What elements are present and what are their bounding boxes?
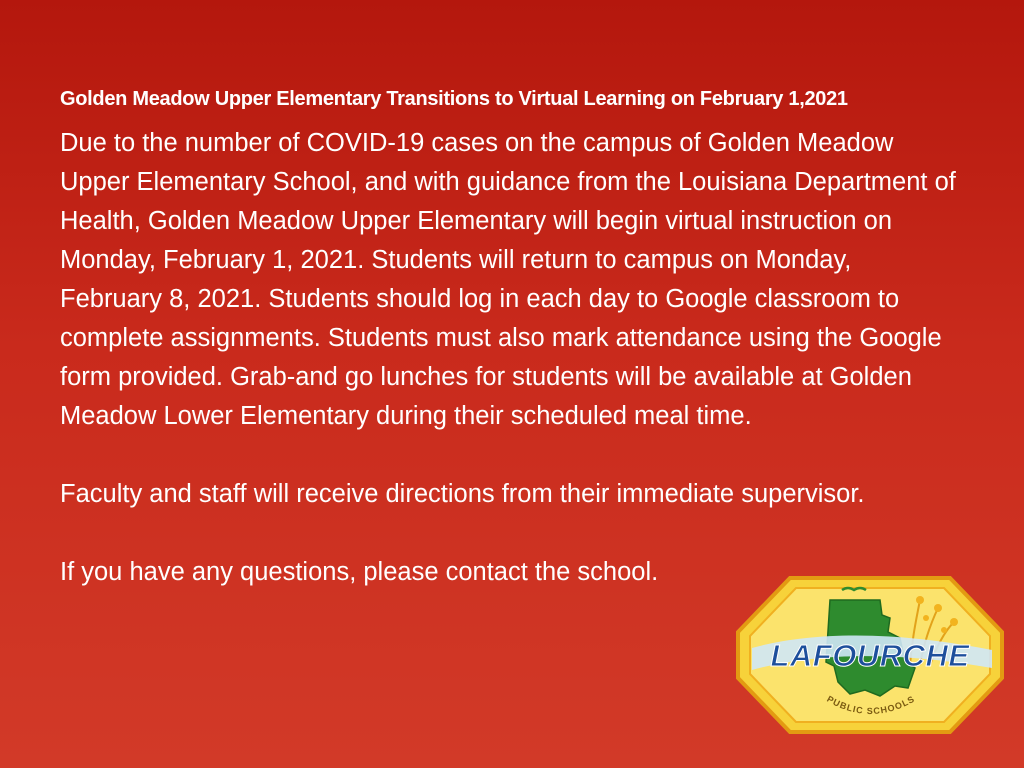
lafourche-logo <box>730 570 1010 740</box>
announcement-paragraph: If you have any questions, please contact the school. <box>60 558 659 586</box>
logo-wordmark: LAFOURCHE <box>770 638 970 673</box>
announcement-headline: Golden Meadow Upper Elementary Transitions to Virtual Learning on February 1,2021 <box>60 88 848 110</box>
announcement-paragraph: Due to the number of COVID-19 cases on the campus of Golden Meadow Upper Elementary School, and with guidance from the Louisiana Department of Health, Golden Meadow Upper Elementary will begin virtual instruction on Monday, February 1, 2021. Students will return to campus on Monday, February 8, 2021. Students should log in each day to Google classroom to complete assignments. Students must also mark attendance using the Google form provided. Grab-and go lunches for students will be available at Golden Meadow Lower Elementary during their scheduled meal time. <box>60 129 956 430</box>
paragraph-spacer <box>60 436 960 475</box>
logo-subtitle: PUBLIC SCHOOLS <box>825 693 917 717</box>
announcement-paragraph: Faculty and staff will receive directions from their immediate supervisor. <box>60 480 865 508</box>
announcement-body <box>60 124 960 592</box>
paragraph-spacer <box>60 514 960 553</box>
